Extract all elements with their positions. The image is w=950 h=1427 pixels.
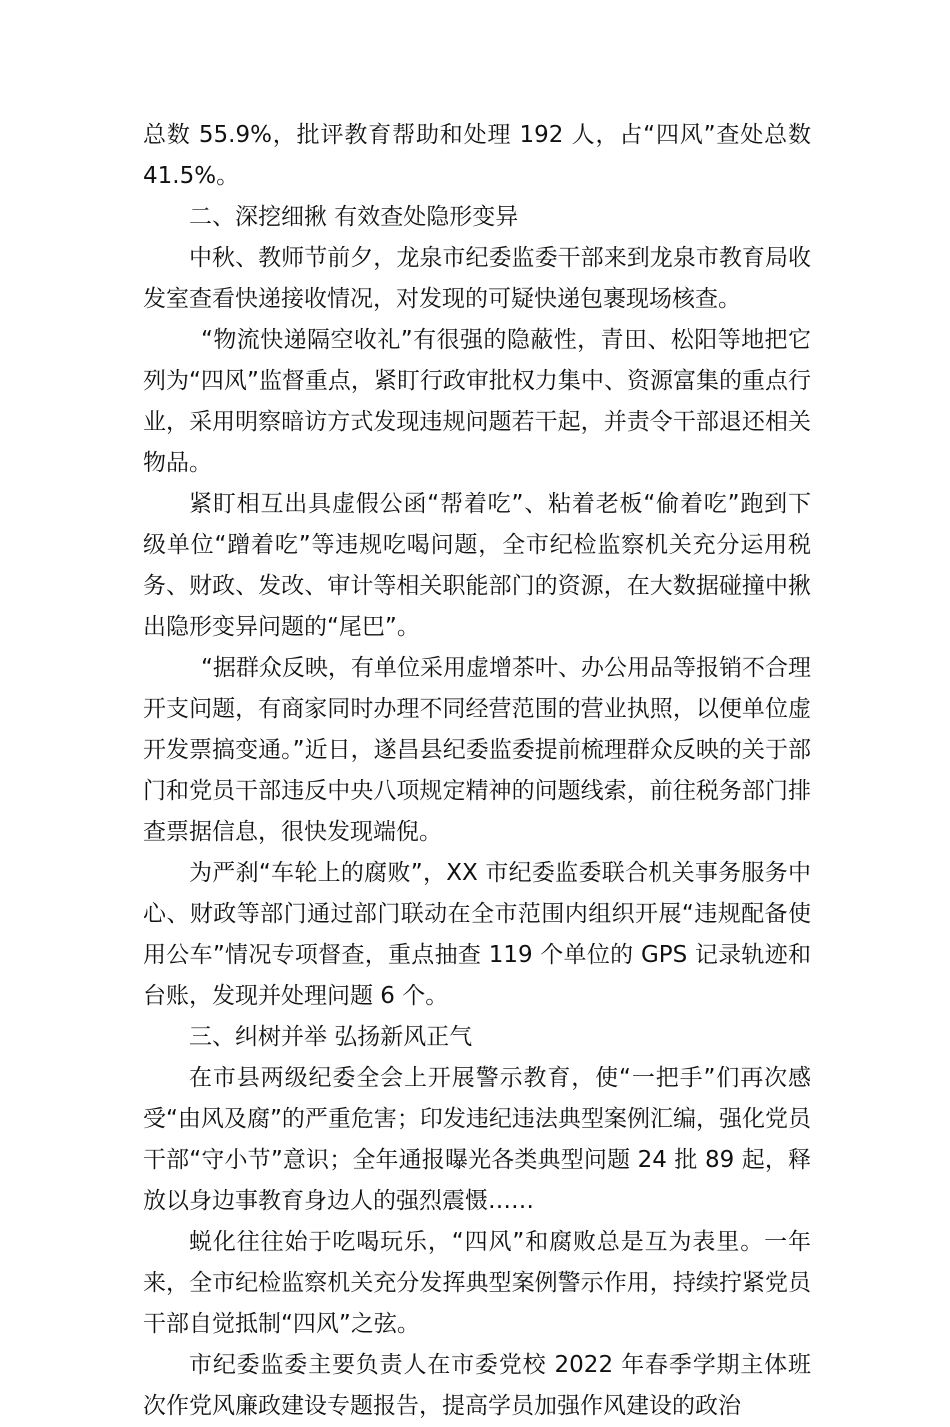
paragraph-longquan-inspection: 中秋、教师节前夕，龙泉市纪委监委干部来到龙泉市教育局收发室查看快递接收情况，对发现的可疑快递包裹现场核查。	[143, 245, 811, 312]
paragraph-statistics-continued: 总数 55.9%，批评教育帮助和处理 192 人，占“四风”查处总数 41.5%。	[143, 122, 811, 189]
paragraph-party-school-report: 市纪委监委主要负责人在市委党校 2022 年春季学期主体班次作党风廉政建设专题报告，提高学员加强作风建设的政治	[143, 1352, 811, 1419]
paragraph-official-cars: 为严刹“车轮上的腐败”，XX 市纪委监委联合机关事务服务中心、财政等部门通过部门联动在全市范围内组织开展“违规配备使用公车”情况专项督查，重点抽查 119 个单位的 GPS 记录轨迹和台账，发现并处理问题 6 个。	[143, 860, 811, 1009]
paragraph-express-gifts: “物流快递隔空收礼”有很强的隐蔽性，青田、松阳等地把它列为“四风”监督重点，紧盯行政审批权力集中、资源富集的重点行业，采用明察暗访方式发现违规问题若干起，并责令干部退还相关物品。	[143, 327, 811, 476]
paragraph-typical-cases: 蜕化往往始于吃喝玩乐，“四风”和腐败总是互为表里。一年来，全市纪检监察机关充分发挥典型案例警示作用，持续拧紧党员干部自觉抵制“四风”之弦。	[143, 1229, 811, 1337]
paragraph-warning-education: 在市县两级纪委全会上开展警示教育，使“一把手”们再次感受“由风及腐”的严重危害；印发违纪违法典型案例汇编，强化党员干部“守小节”意识；全年通报曝光各类典型问题 24 批 89 起，释放以身边事教育身边人的强烈震慑……	[143, 1065, 811, 1214]
paragraph-dining-violations: 紧盯相互出具虚假公函“帮着吃”、粘着老板“偷着吃”跑到下级单位“蹭着吃”等违规吃喝问题，全市纪检监察机关充分运用税务、财政、发改、审计等相关职能部门的资源，在大数据碰撞中揪出隐形变异问题的“尾巴”。	[143, 491, 811, 640]
document-body	[143, 115, 811, 1427]
paragraph-suichang-report: “据群众反映，有单位采用虚增茶叶、办公用品等报销不合理开支问题，有商家同时办理不同经营范围的营业执照，以便单位虚开发票搞变通。”近日，遂昌县纪委监委提前梳理群众反映的关于部门和党员干部违反中央八项规定精神的问题线索，前往税务部门排查票据信息，很快发现端倪。	[143, 655, 811, 845]
section-heading-2: 二、深挖细揪 有效查处隐形变异	[189, 204, 519, 230]
section-heading-3: 三、纠树并举 弘扬新风正气	[189, 1024, 473, 1050]
